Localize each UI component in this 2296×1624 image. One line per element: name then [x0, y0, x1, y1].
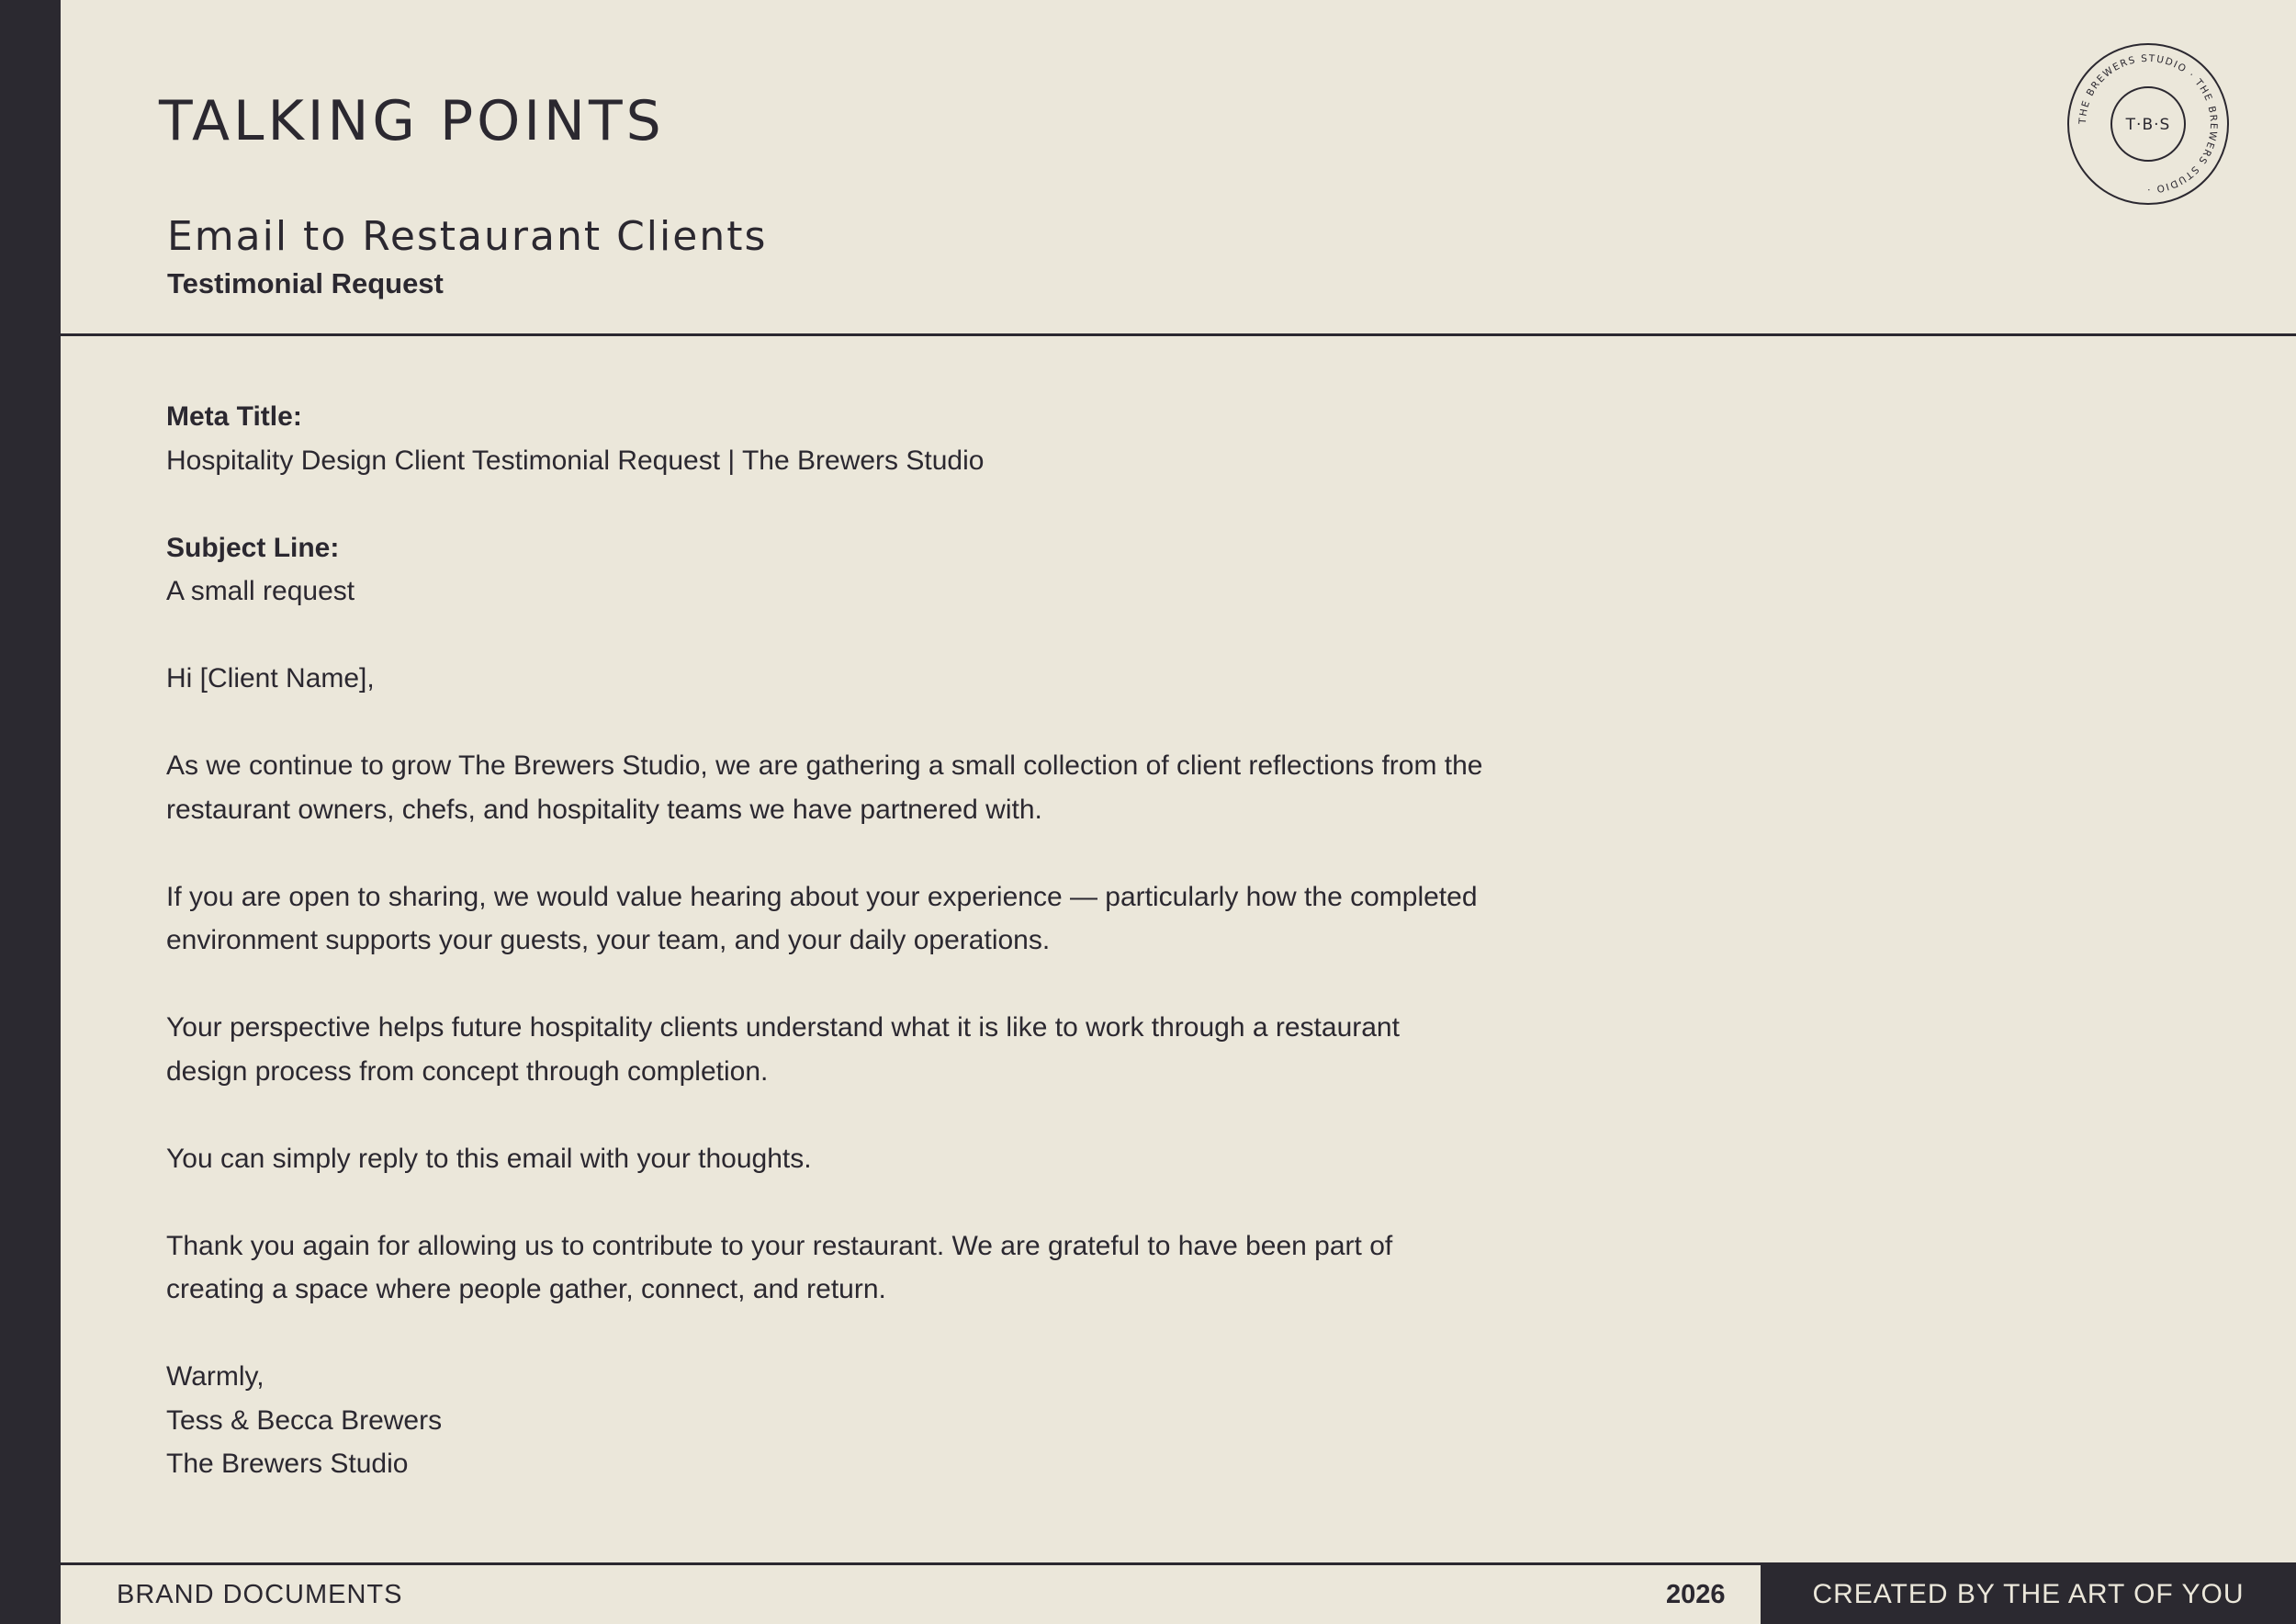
email-signers: Tess & Becca Brewers — [166, 1404, 443, 1436]
paragraph-line: If you are open to sharing, we would value hearing about your experience — particularly how the completed — [166, 881, 1478, 912]
document-subheading: Testimonial Request — [167, 267, 444, 299]
paragraph-line: Your perspective helps future hospitality clients understand what it is like to work through a restaurant — [166, 1012, 1400, 1043]
paragraph-line: restaurant owners, chefs, and hospitality teams we have partnered with. — [166, 794, 1042, 825]
email-greeting: Hi [Client Name], — [166, 663, 375, 694]
email-paragraph-1 — [166, 744, 1672, 831]
email-company: The Brewers Studio — [166, 1449, 409, 1479]
subject-line-label: Subject Line: — [166, 532, 340, 563]
paragraph-line: You can simply reply to this email with your thoughts. — [166, 1143, 812, 1174]
email-paragraph-3 — [166, 1006, 1672, 1093]
email-body — [166, 395, 1672, 1486]
meta-title-label: Meta Title: — [166, 401, 302, 432]
seal-ring-text: THE BREWERS STUDIO · THE BREWERS STUDIO · — [2077, 52, 2220, 196]
footer-credit-badge: CREATED BY THE ART OF YOU — [1761, 1564, 2296, 1624]
document-heading: Email to Restaurant Clients — [167, 213, 768, 260]
footer-brand-documents: BRAND DOCUMENTS — [117, 1580, 403, 1609]
paragraph-line: creating a space where people gather, connect, and return. — [166, 1274, 886, 1304]
email-paragraph-2 — [166, 875, 1672, 963]
document-title: TALKING POINTS — [159, 89, 665, 153]
brand-seal-logo — [2065, 41, 2231, 207]
meta-title-value: Hospitality Design Client Testimonial Request | The Brewers Studio — [166, 445, 985, 476]
paragraph-line: design process from concept through completion. — [166, 1055, 769, 1087]
seal-monogram: T·B·S — [2125, 116, 2171, 134]
footer-year: 2026 — [1666, 1580, 1726, 1609]
paragraph-line: Thank you again for allowing us to contribute to your restaurant. We are grateful to have been part of — [166, 1230, 1393, 1261]
subject-line-value: A small request — [166, 576, 355, 606]
paragraph-line: environment supports your guests, your team, and your daily operations. — [166, 925, 1051, 955]
left-accent-bar — [0, 0, 61, 1624]
paragraph-line: As we continue to grow The Brewers Studio, we are gathering a small collection of client reflections from the — [166, 750, 1483, 781]
email-paragraph-5 — [166, 1224, 1672, 1312]
email-signoff: Warmly, — [166, 1361, 264, 1392]
header-divider — [61, 333, 2296, 336]
email-paragraph-4 — [166, 1137, 1672, 1181]
